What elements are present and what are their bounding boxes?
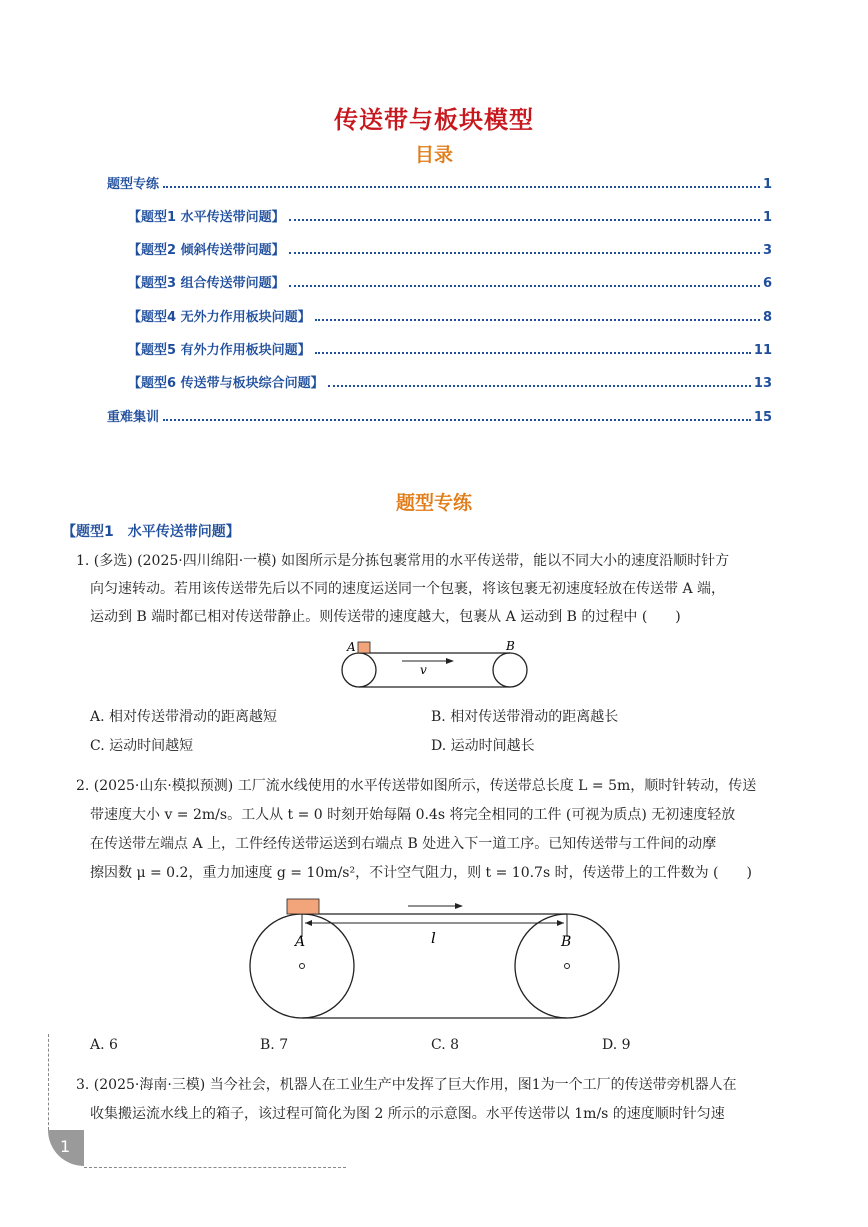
toc-entry-page: 6 <box>762 276 772 291</box>
toc-entry-label: 【题型6 传送带与板块综合问题】 <box>128 376 324 391</box>
toc-entry-label: 【题型4 无外力作用板块问题】 <box>128 310 311 325</box>
toc-entry[interactable] <box>107 405 772 425</box>
toc-entry-page: 3 <box>762 243 772 258</box>
direction-arrowhead <box>455 903 463 909</box>
toc-leader <box>289 219 760 221</box>
right-axle <box>565 964 570 969</box>
toc-entry-page: 1 <box>762 177 772 192</box>
conveyor-figure-1 <box>330 636 540 692</box>
package-box <box>358 642 370 653</box>
question-2-line: 在传送带左端点 A 上，工件经传送带运送到右端点 B 处进入下一道工序。已知传送带与工件间的动摩 <box>90 836 717 852</box>
footer-dashed-line <box>84 1167 346 1168</box>
toc-leader <box>163 186 760 188</box>
question-2-line: 2. (2025·山东·模拟预测) 工厂流水线使用的水平传送带如图所示，传送带总长度 L = 5m，顺时针转动，传送 <box>76 778 757 794</box>
toc-leader <box>289 285 760 287</box>
toc-entry-page: 11 <box>753 343 772 358</box>
left-pulley <box>342 653 376 687</box>
toc-entry[interactable] <box>128 305 772 325</box>
toc-leader <box>328 385 751 387</box>
option-b[interactable]: B. 相对传送带滑动的距离越长 <box>431 709 619 725</box>
toc-entry[interactable] <box>128 338 772 358</box>
toc-entry-page: 13 <box>753 376 772 391</box>
toc-entry-page: 1 <box>762 210 772 225</box>
workpiece <box>287 899 319 914</box>
toc-entry-label: 题型专练 <box>107 177 160 192</box>
document-title: 传送带与板块模型 <box>334 106 534 134</box>
point-b-label: B <box>506 639 515 653</box>
toc-leader <box>315 319 760 321</box>
toc-entry[interactable] <box>107 172 772 192</box>
option-a[interactable]: A. 6 <box>90 1037 118 1053</box>
left-axle <box>300 964 305 969</box>
question-3-line: 收集搬运流水线上的箱子，该过程可简化为图 2 所示的示意图。水平传送带以 1m/s 的速度顺时针匀速 <box>90 1106 725 1122</box>
point-b-label: B <box>561 934 572 950</box>
question-1-line: 运动到 B 端时都已相对传送带静止。则传送带的速度越大，包裹从 A 运动到 B 的过程中 ( ) <box>90 609 681 625</box>
toc-entry-label: 【题型1 水平传送带问题】 <box>128 210 285 225</box>
velocity-arrowhead <box>446 658 454 664</box>
toc-entry[interactable] <box>128 371 772 391</box>
question-1-line: 1. (多选) (2025·四川绵阳·一模) 如图所示是分拣包裹常用的水平传送带，能以不同大小的速度沿顺时针方 <box>76 553 730 569</box>
toc-leader <box>163 419 751 421</box>
section-heading: 题型专练 <box>395 492 472 514</box>
page-number: 1 <box>60 1137 71 1156</box>
toc-entry-label: 重难集训 <box>107 410 160 425</box>
margin-dashed-line <box>48 1034 49 1130</box>
toc-entry[interactable] <box>128 205 772 225</box>
option-c[interactable]: C. 运动时间越短 <box>90 738 194 754</box>
option-a[interactable]: A. 相对传送带滑动的距离越短 <box>90 709 278 725</box>
toc-leader <box>289 252 760 254</box>
option-d[interactable]: D. 运动时间越长 <box>431 738 535 754</box>
question-1-line: 向匀速转动。若用该传送带先后以不同的速度运送同一个包裹，将该包裹无初速度轻放在传送带 A 端， <box>90 581 726 597</box>
question-2-line: 擦因数 μ = 0.2，重力加速度 g = 10m/s²，不计空气阻力，则 t = 10.7s 时，传送带上的工件数为 ( ) <box>90 865 752 881</box>
toc-entry[interactable] <box>128 238 772 258</box>
toc-entry-label: 【题型2 倾斜传送带问题】 <box>128 243 285 258</box>
question-3-line: 3. (2025·海南·三模) 当今社会，机器人在工业生产中发挥了巨大作用，图1为一个工厂的传送带旁机器人在 <box>76 1077 737 1093</box>
length-label: l <box>431 929 436 947</box>
option-b[interactable]: B. 7 <box>260 1037 289 1053</box>
toc-entry-page: 15 <box>753 410 772 425</box>
point-a-label: A <box>347 640 356 654</box>
velocity-label: v <box>420 663 427 677</box>
type-heading: 【题型1 水平传送带问题】 <box>62 524 240 540</box>
option-d[interactable]: D. 9 <box>602 1037 631 1053</box>
toc-heading: 目录 <box>414 144 453 166</box>
toc-entry-page: 8 <box>762 310 772 325</box>
right-pulley <box>493 653 527 687</box>
conveyor-figure-2 <box>245 893 625 1028</box>
question-2-line: 带速度大小 v = 2m/s。工人从 t = 0 时刻开始每隔 0.4s 将完全相同的工件 (可视为质点) 无初速度轻放 <box>90 807 736 823</box>
toc-entry-label: 【题型3 组合传送带问题】 <box>128 276 285 291</box>
toc-entry[interactable] <box>128 271 772 291</box>
toc-leader <box>315 352 751 354</box>
option-c[interactable]: C. 8 <box>431 1037 460 1053</box>
toc-entry-label: 【题型5 有外力作用板块问题】 <box>128 343 311 358</box>
point-a-label: A <box>295 934 306 950</box>
